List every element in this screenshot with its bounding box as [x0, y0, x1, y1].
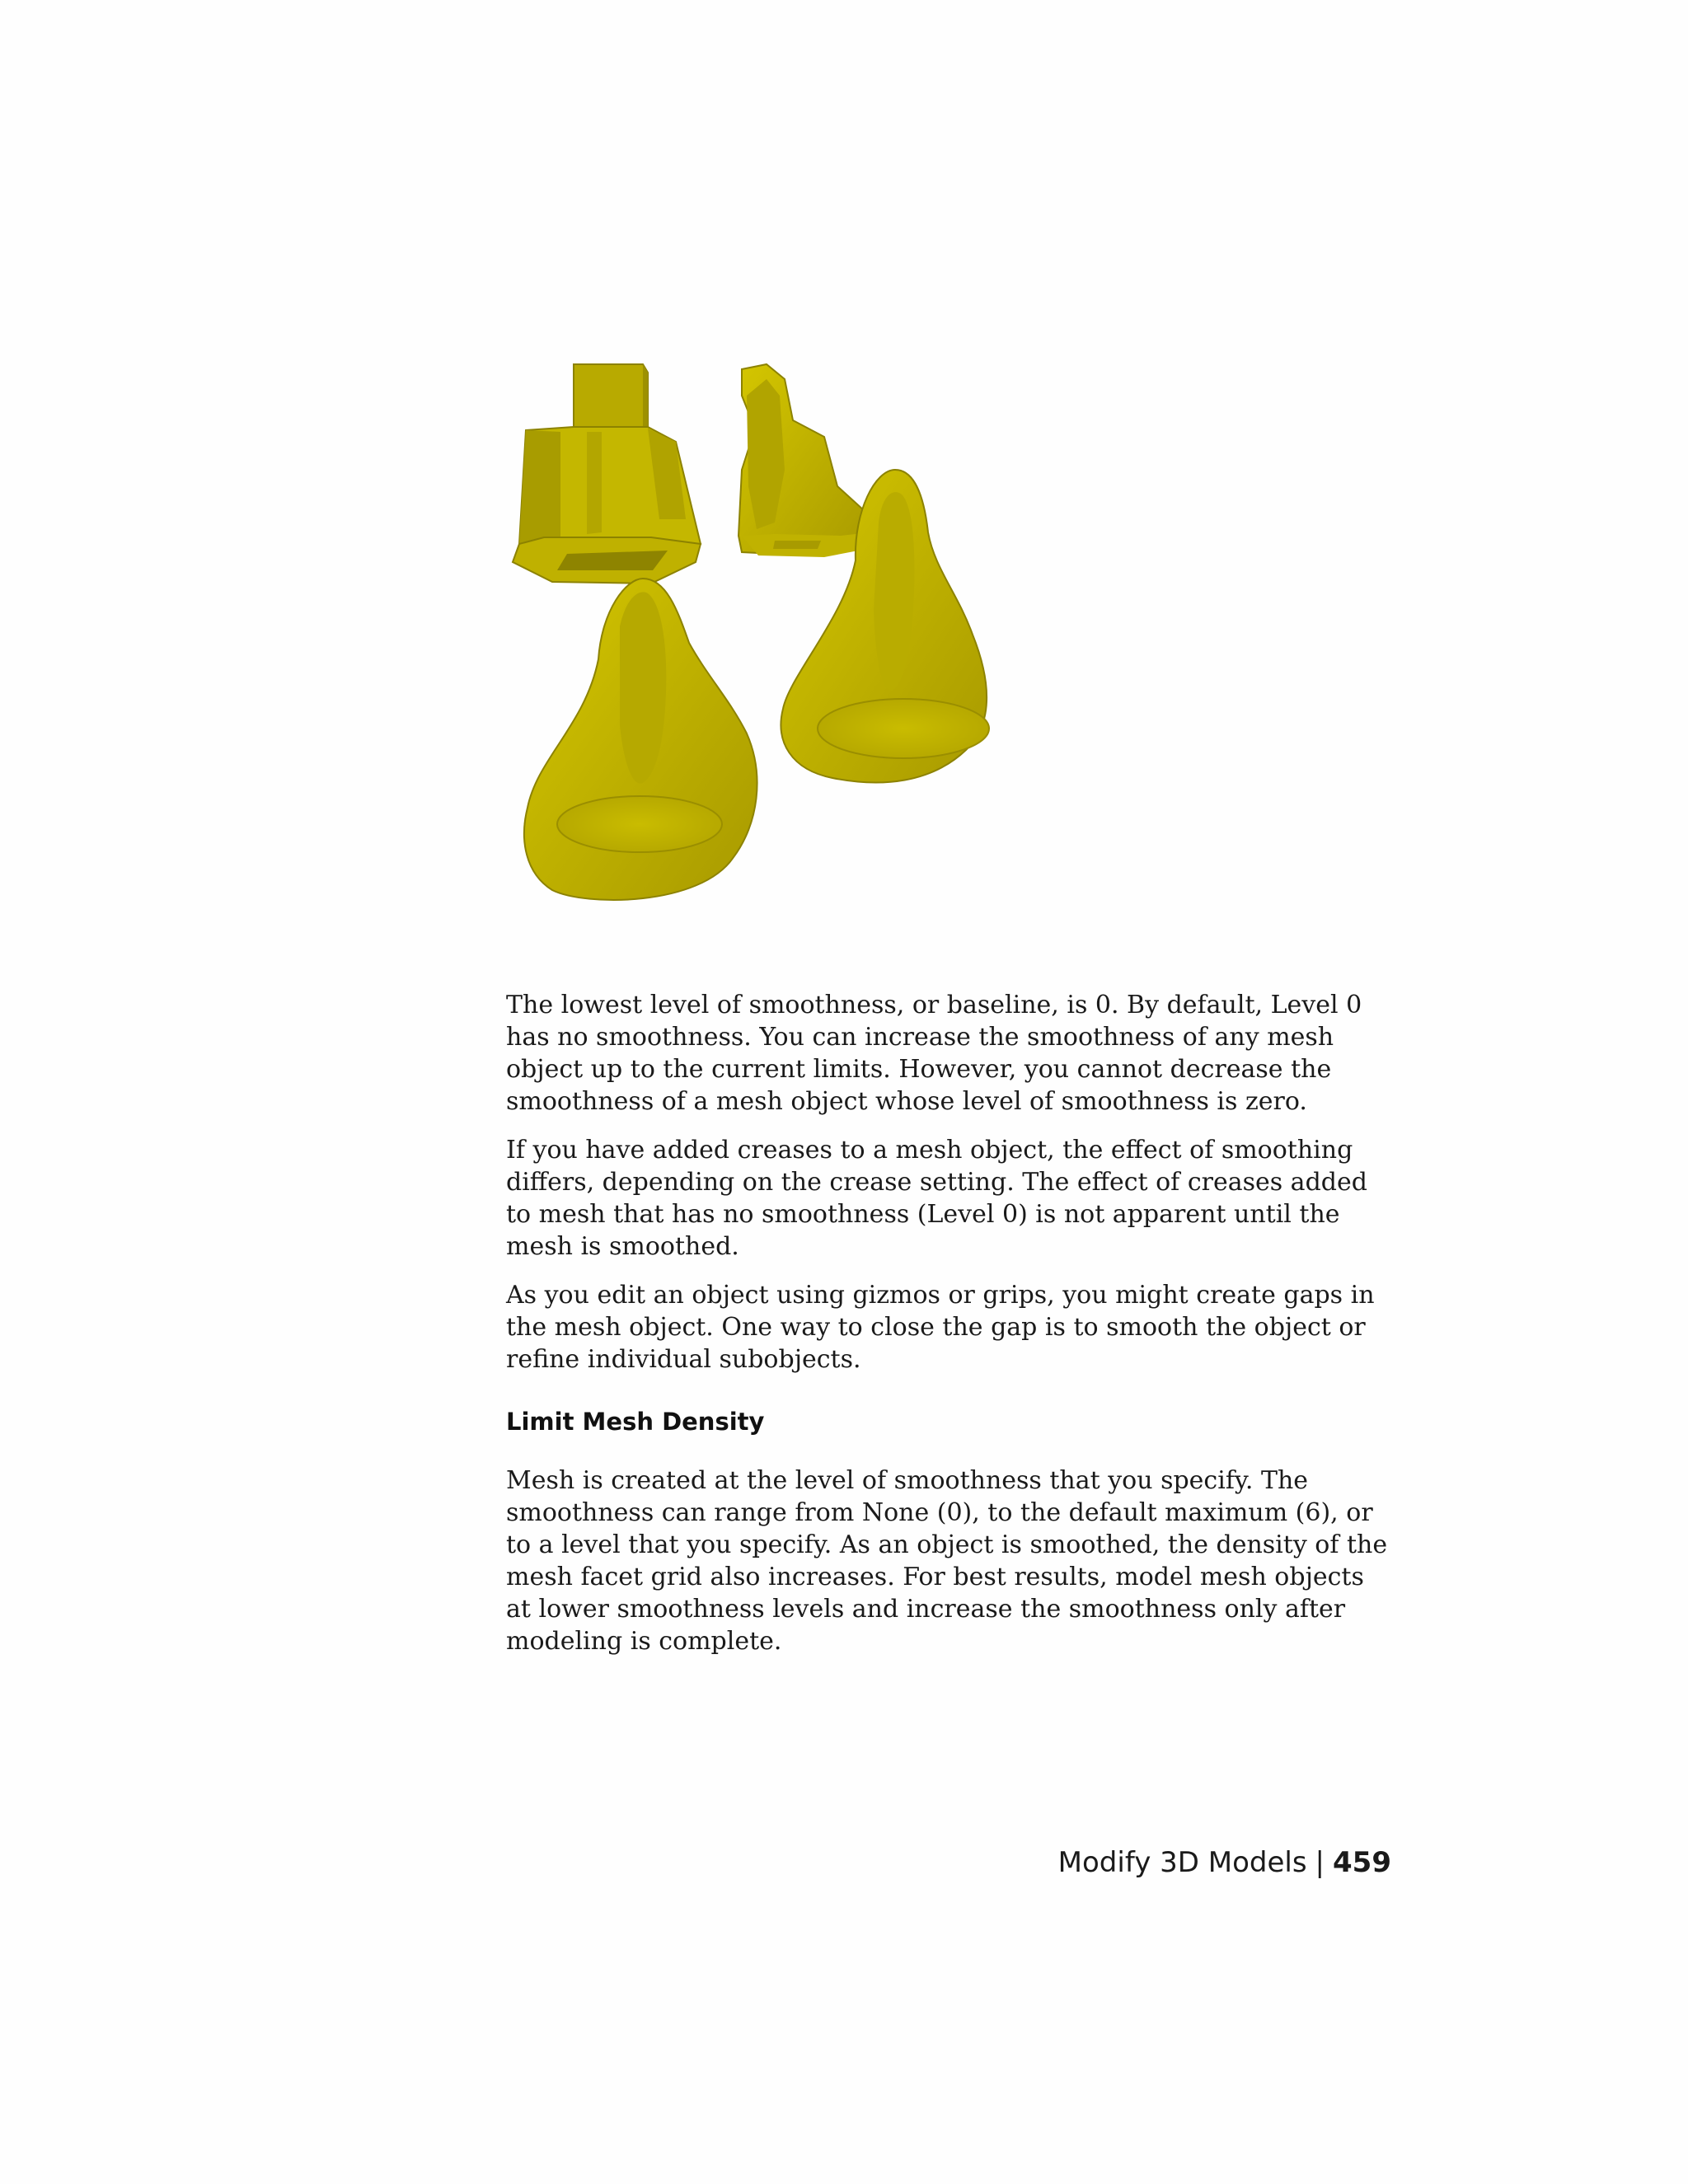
page-footer — [1058, 1846, 1391, 1879]
footer-chapter-title: Modify 3D Models — [1057, 1846, 1307, 1879]
mesh-chair-level-0 — [513, 364, 701, 583]
mesh-chair-level-1 — [738, 364, 874, 557]
section-heading-limit-mesh-density: Limit Mesh Density — [506, 1408, 765, 1436]
paragraph-smoothness-baseline: The lowest level of smoothness, or baseline, is 0. By default, Level 0 has no smoothness. You can increase the smoothness of any mesh object up to the current limits. However, you cannot decrease the smoothness of a mesh object whose level of smoothness is zero. — [506, 991, 1362, 1116]
page-number: 459 — [1333, 1846, 1391, 1879]
mesh-chair-level-2 — [524, 579, 757, 900]
paragraph-mesh-density: Mesh is created at the level of smoothness that you specify. The smoothness can range from None (0), to the default maximum (6), or to a level that you specify. As an object is smoothed, the density of the mesh facet grid also increases. For best results, model mesh objects at lower smoothness levels and increase the smoothness only after modeling is complete. — [506, 1466, 1388, 1656]
body-text — [506, 989, 1396, 1674]
smoothness-levels-figure — [495, 346, 1137, 972]
paragraph-gaps: As you edit an object using gizmos or grips, you might create gaps in the mesh object. One way to close the gap is to smooth the object or refine individual subobjects. — [506, 1281, 1375, 1374]
mesh-chairs-illustration — [495, 346, 1137, 972]
paragraph-creases: If you have added creases to a mesh object, the effect of smoothing differs, depending on the crease setting. The effect of creases added to mesh that has no smoothness (Level 0) is not apparent until the mesh is smoothed. — [506, 1136, 1367, 1261]
footer-separator: | — [1315, 1846, 1325, 1879]
